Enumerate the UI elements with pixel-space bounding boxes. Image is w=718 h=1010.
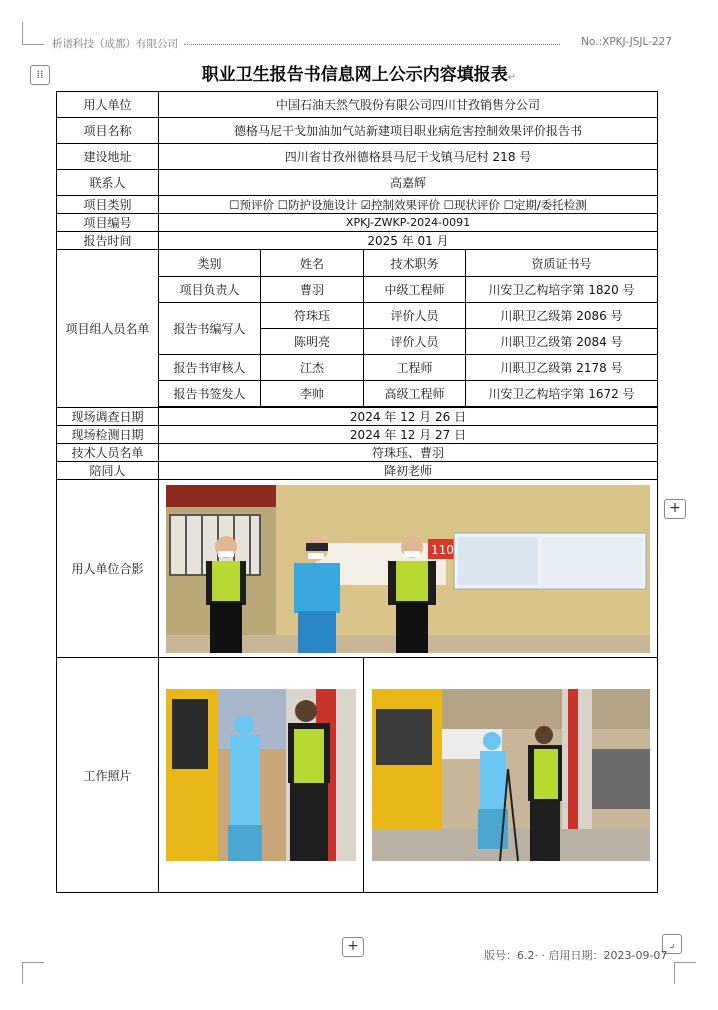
project-number-label: 项目编号 <box>57 214 159 232</box>
resize-corner-icon[interactable]: ⌟ <box>662 934 682 954</box>
reviewer-title[interactable]: 工程师 <box>364 355 466 381</box>
employer-value[interactable]: 中国石油天然气股份有限公司四川甘孜销售分公司 <box>159 92 658 118</box>
project-name-label: 项目名称 <box>57 118 159 144</box>
writer-2-cert[interactable]: 川职卫乙级第 2084 号 <box>466 329 658 355</box>
writer-1-title[interactable]: 评价人员 <box>364 303 466 329</box>
address-value[interactable]: 四川省甘孜州德格县马尼干戈镇马尼村 218 号 <box>159 144 658 170</box>
header-company: 析谱科技（成都）有限公司 <box>52 38 178 50</box>
signer-title[interactable]: 高级工程师 <box>364 381 466 407</box>
row-escort <box>57 462 658 480</box>
project-type-options <box>159 196 658 214</box>
report-time-value[interactable]: 2025 年 01 月 <box>159 232 658 250</box>
group-photo-cell <box>159 480 658 658</box>
row-project-number <box>57 214 658 232</box>
row-group-photo <box>57 480 658 658</box>
leader-name[interactable]: 曹羽 <box>261 277 364 303</box>
info-form-table <box>56 91 658 893</box>
row-survey-date <box>57 408 658 426</box>
address-label: 建设地址 <box>57 144 159 170</box>
test-date-value[interactable]: 2024 年 12 月 27 日 <box>159 426 658 444</box>
type-checkbox-control[interactable]: ☑ <box>360 197 371 212</box>
writer-role: 报告书编写人 <box>159 303 261 355</box>
tech-staff-value[interactable]: 符珠珏、曹羽 <box>159 444 658 462</box>
signer-name[interactable]: 李帅 <box>261 381 364 407</box>
team-header-cert: 资质证书号 <box>466 250 658 277</box>
table-move-handle-icon[interactable]: ⁞⁞ <box>30 65 50 85</box>
work-photo-cell-2 <box>364 658 658 893</box>
running-header <box>52 36 672 50</box>
work-photo-2[interactable] <box>372 689 650 861</box>
row-work-photos <box>57 658 658 893</box>
row-project-name <box>57 118 658 144</box>
project-number-value[interactable]: XPKJ-ZWKP-2024-0091 <box>159 214 658 232</box>
crop-mark-top-left <box>22 22 23 45</box>
crop-mark-bottom-left <box>22 962 23 984</box>
banner-number: 110 <box>431 542 454 557</box>
team-header-name: 姓名 <box>261 250 364 277</box>
group-photo[interactable] <box>166 485 650 653</box>
team-header-category: 类别 <box>159 250 261 277</box>
report-time-label: 报告时间 <box>57 232 159 250</box>
reviewer-cert[interactable]: 川职卫乙级第 2178 号 <box>466 355 658 381</box>
project-name-value[interactable]: 德格马尼干戈加油加气站新建项目职业病危害控制效果评价报告书 <box>159 118 658 144</box>
writer-2-title[interactable]: 评价人员 <box>364 329 466 355</box>
leader-role: 项目负责人 <box>159 277 261 303</box>
leader-title[interactable]: 中级工程师 <box>364 277 466 303</box>
survey-date-value[interactable]: 2024 年 12 月 26 日 <box>159 408 658 426</box>
crop-mark-bottom-right-h <box>674 962 696 963</box>
escort-value[interactable]: 降初老师 <box>159 462 658 480</box>
escort-label: 陪同人 <box>57 462 159 480</box>
crop-mark-bottom-right <box>674 962 675 984</box>
team-header-title: 技术职务 <box>364 250 466 277</box>
type-checkbox-design[interactable]: ☐ <box>277 197 288 212</box>
paragraph-mark-icon: ↵ <box>507 72 517 83</box>
work-photo-cell-1 <box>159 658 364 893</box>
signer-cert[interactable]: 川安卫乙构培字第 1672 号 <box>466 381 658 407</box>
type-checkbox-status[interactable]: ☐ <box>443 197 454 212</box>
add-row-bottom-icon[interactable]: + <box>342 937 364 957</box>
test-date-label: 现场检测日期 <box>57 426 159 444</box>
row-report-time <box>57 232 658 250</box>
row-contact <box>57 170 658 196</box>
contact-label: 联系人 <box>57 170 159 196</box>
survey-date-label: 现场调查日期 <box>57 408 159 426</box>
crop-mark-top-left-h <box>22 44 44 45</box>
crop-mark-bottom-left-h <box>22 962 44 963</box>
employer-label: 用人单位 <box>57 92 159 118</box>
signer-role: 报告书签发人 <box>159 381 261 407</box>
type-option-design: 防护设施设计 <box>288 197 357 212</box>
type-option-pre: 预评价 <box>239 197 275 212</box>
contact-value[interactable]: 高嘉辉 <box>159 170 658 196</box>
work-photo-label: 工作照片 <box>57 658 159 893</box>
row-employer <box>57 92 658 118</box>
document-title <box>0 60 718 85</box>
project-type-label: 项目类别 <box>57 196 159 214</box>
type-checkbox-pre[interactable]: ☐ <box>229 197 240 212</box>
writer-2-name[interactable]: 陈明亮 <box>261 329 364 355</box>
row-test-date <box>57 426 658 444</box>
type-checkbox-periodic[interactable]: ☐ <box>503 197 514 212</box>
reviewer-name[interactable]: 江杰 <box>261 355 364 381</box>
group-photo-label: 用人单位合影 <box>57 480 159 658</box>
type-option-periodic: 定期/委托检测 <box>513 197 587 212</box>
row-project-type <box>57 196 658 214</box>
row-address <box>57 144 658 170</box>
type-option-control: 控制效果评价 <box>370 197 440 212</box>
team-label: 项目组人员名单 <box>57 250 159 408</box>
type-option-status: 现状评价 <box>453 197 500 212</box>
reviewer-role: 报告书审核人 <box>159 355 261 381</box>
add-row-icon[interactable]: + <box>664 499 686 519</box>
tech-staff-label: 技术人员名单 <box>57 444 159 462</box>
row-tech-staff <box>57 444 658 462</box>
footer-version: 版号：6.2· · 启用日期：2023-09-07 <box>484 949 668 962</box>
document-title-text: 职业卫生报告书信息网上公示内容填报表 <box>201 65 508 85</box>
header-doc-number: No.:XPKJ-JSJL-227 <box>581 36 672 48</box>
work-photo-1[interactable] <box>166 689 356 861</box>
header-leader-dots <box>184 44 560 45</box>
leader-cert[interactable]: 川安卫乙构培字第 1820 号 <box>466 277 658 303</box>
team-header-row <box>57 250 658 277</box>
writer-1-name[interactable]: 符珠珏 <box>261 303 364 329</box>
writer-1-cert[interactable]: 川职卫乙级第 2086 号 <box>466 303 658 329</box>
